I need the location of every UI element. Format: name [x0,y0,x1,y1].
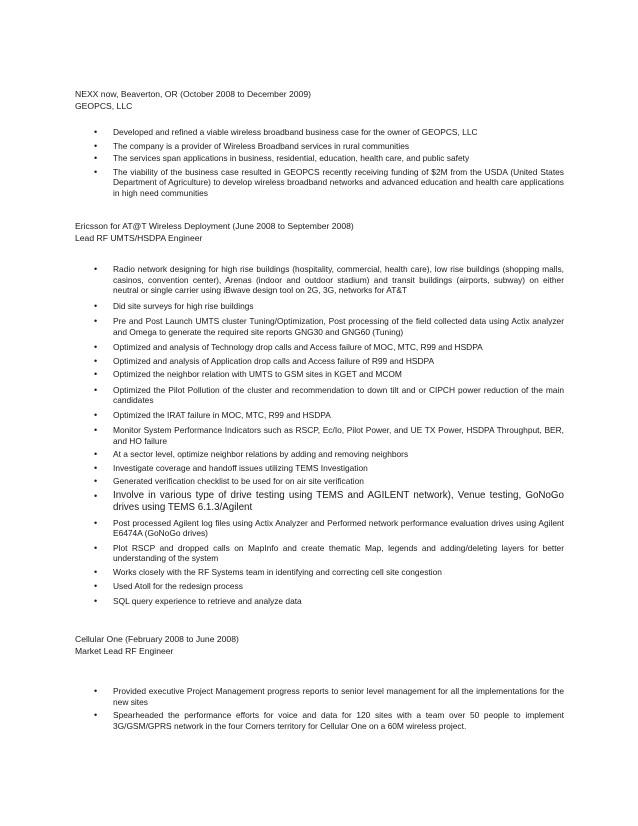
list-item: • Involve in various type of drive testing using TEMS and AGILENT network), Venue testing, GoNoGo drives using TEMS 6.1.3/Agilent [0,490,638,514]
list-item: • Generated verification checklist to be used for on air site verification [0,476,638,487]
list-item: • Optimized the IRAT failure in MOC, MTC, R99 and HSDPA [0,410,638,421]
list-item: • At a sector level, optimize neighbor relations by adding and removing neighbors [0,449,638,460]
list-item: • Pre and Post Launch UMTS cluster Tuning/Optimization, Post processing of the field collected data using Actix analyzer and Omega to generate the required site reports GNG30 and GNG60 (Tuning) [0,316,638,337]
list-item: • Investigate coverage and handoff issues utilizing TEMS Investigation [0,463,638,474]
list-item: • Did site surveys for high rise buildings [0,301,638,312]
list-item: • The company is a provider of Wireless Broadband services in rural communities [0,141,638,152]
list-item: • Radio network designing for high rise buildings (hospitality, commercial, health care), low rise buildings (shopping malls, casinos, convention center), Arenas (indoor and outdoor stadium) and transit buildings (airports, subway) on either neutral or single carrier using iBwave design tool on 2G, 3G, networks for AT&T [0,264,638,296]
list-item: • Optimized the Pilot Pollution of the cluster and recommendation to down tilt and or CIPCH power reduction of the main candidates [0,385,638,406]
job-1-company: GEOPCS, LLC [75,101,133,111]
list-item: • The services span applications in business, residential, education, health care, and public safety [0,153,638,164]
list-item: • Post processed Agilent log files using Actix Analyzer and Performed network performance evaluation drives using Agilent E6474A (GoNoGo drives) [0,518,638,539]
job-1-title: NEXX now, Beaverton, OR (October 2008 to December 2009) [75,89,311,99]
list-item: • Provided executive Project Management progress reports to senior level management for all the implementations for the new sites [0,686,638,707]
list-item: • Plot RSCP and dropped calls on MapInfo and create thematic Map, legends and adding/deleting layers for better understanding of the system [0,543,638,564]
job-3-bullet-list [0,686,638,731]
job-3-role: Market Lead RF Engineer [75,646,174,656]
list-item: • Works closely with the RF Systems team in identifying and correcting cell site congestion [0,567,638,578]
job-1-bullet-list [0,127,638,198]
job-2-title: Ericsson for AT@T Wireless Deployment (June 2008 to September 2008) [75,221,354,231]
list-item: • Optimized the neighbor relation with UMTS to GSM sites in KGET and MCOM [0,369,638,380]
list-item: • SQL query experience to retrieve and analyze data [0,596,638,607]
list-item: • Monitor System Performance Indicators such as RSCP, Ec/Io, Pilot Power, and UE TX Power, HSDPA Throughput, BER, and HO failure [0,425,638,446]
list-item: • Developed and refined a viable wireless broadband business case for the owner of GEOPCS, LLC [0,127,638,138]
job-2-role: Lead RF UMTS/HSDPA Engineer [75,233,203,243]
job-3-title: Cellular One (February 2008 to June 2008) [75,634,239,644]
list-item: • Used Atoll for the redesign process [0,581,638,592]
list-item: • Spearheaded the performance efforts for voice and data for 120 sites with a team over 50 people to implement 3G/GSM/GPRS network in the four Corners territory for Cellular One on a 60M wireless project. [0,710,638,731]
list-item: • Optimized and analysis of Application drop calls and Access failure of R99 and HSDPA [0,356,638,367]
job-2-bullet-list [0,264,638,606]
list-item: • The viability of the business case resulted in GEOPCS recently receiving funding of $2M from the USDA (United States Department of Agriculture) to develop wireless broadband networks and advanced education and health care applications in high need communities [0,167,638,199]
list-item: • Optimized and analysis of Technology drop calls and Access failure of MOC, MTC, R99 and HSDPA [0,342,638,353]
